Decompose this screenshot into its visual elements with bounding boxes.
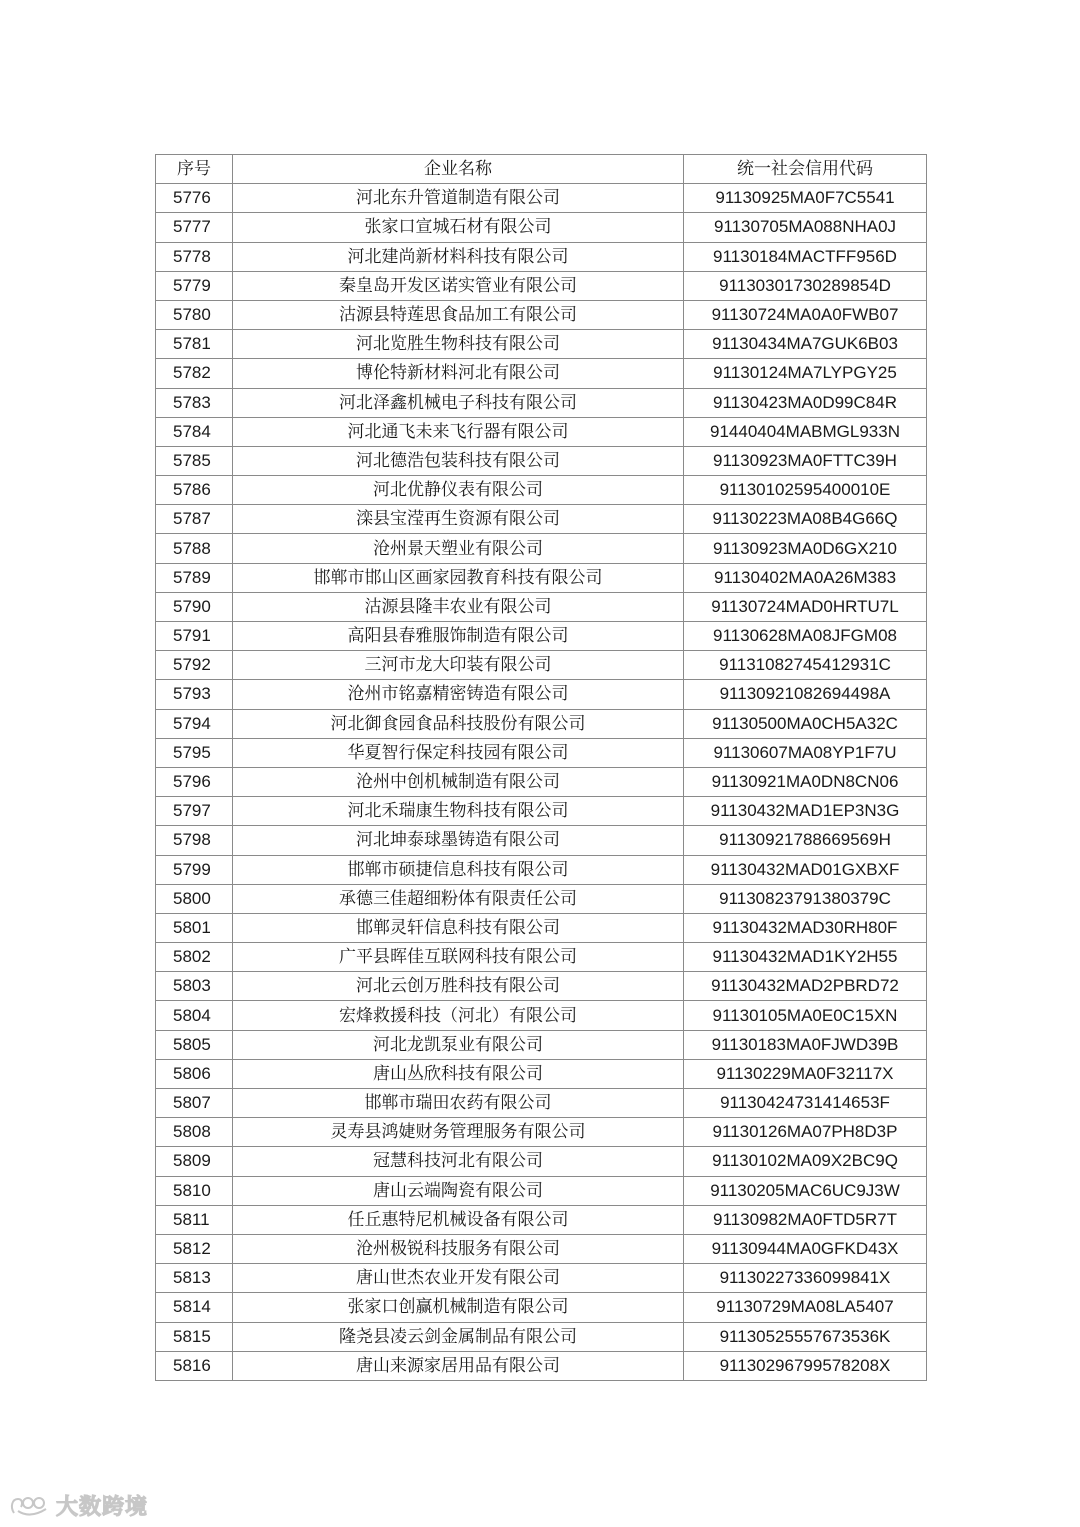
table-row bbox=[156, 592, 927, 621]
serial-number-cell: 5783 bbox=[156, 388, 233, 417]
credit-code-cell: 91130423MA0D99C84R bbox=[684, 388, 927, 417]
watermark bbox=[8, 1490, 148, 1521]
serial-number-cell: 5816 bbox=[156, 1351, 233, 1380]
serial-number-cell: 5810 bbox=[156, 1176, 233, 1205]
table-row bbox=[156, 534, 927, 563]
table-row bbox=[156, 1059, 927, 1088]
company-name-cell: 邯郸市硕捷信息科技有限公司 bbox=[233, 855, 684, 884]
credit-code-cell: 91130923MA0D6GX210 bbox=[684, 534, 927, 563]
watermark-text: 大数跨境 bbox=[56, 1495, 149, 1520]
serial-number-cell: 5780 bbox=[156, 300, 233, 329]
serial-number-cell: 5794 bbox=[156, 709, 233, 738]
serial-number-cell: 5809 bbox=[156, 1147, 233, 1176]
company-name-cell: 隆尧县凌云剑金属制品有限公司 bbox=[233, 1322, 684, 1351]
company-name-cell: 河北东升管道制造有限公司 bbox=[233, 184, 684, 213]
serial-number-cell: 5789 bbox=[156, 563, 233, 592]
company-name-cell: 邯郸灵轩信息科技有限公司 bbox=[233, 913, 684, 942]
serial-number-cell: 5781 bbox=[156, 330, 233, 359]
serial-number-cell: 5805 bbox=[156, 1030, 233, 1059]
credit-code-cell: 91130705MA088NHA0J bbox=[684, 213, 927, 242]
table-row bbox=[156, 1118, 927, 1147]
serial-number-cell: 5799 bbox=[156, 855, 233, 884]
company-name-cell: 唐山云端陶瓷有限公司 bbox=[233, 1176, 684, 1205]
credit-code-cell: 91130402MA0A26M383 bbox=[684, 563, 927, 592]
company-name-cell: 河北坤泰球墨铸造有限公司 bbox=[233, 826, 684, 855]
credit-code-cell: 91130205MAC6UC9J3W bbox=[684, 1176, 927, 1205]
table-row bbox=[156, 1264, 927, 1293]
table-row bbox=[156, 1176, 927, 1205]
table-row bbox=[156, 1001, 927, 1030]
table-row bbox=[156, 1205, 927, 1234]
serial-number-cell: 5811 bbox=[156, 1205, 233, 1234]
table-row bbox=[156, 826, 927, 855]
company-name-cell: 邯郸市邯山区画家园教育科技有限公司 bbox=[233, 563, 684, 592]
credit-code-cell: 91130296799578208X bbox=[684, 1351, 927, 1380]
serial-number-cell: 5791 bbox=[156, 622, 233, 651]
table-row bbox=[156, 1030, 927, 1059]
table-row bbox=[156, 271, 927, 300]
credit-code-cell: 91130607MA08YP1F7U bbox=[684, 738, 927, 767]
company-name-cell: 河北通飞未来飞行器有限公司 bbox=[233, 417, 684, 446]
serial-number-cell: 5806 bbox=[156, 1059, 233, 1088]
serial-number-cell: 5796 bbox=[156, 767, 233, 796]
credit-code-cell: 91130982MA0FTD5R7T bbox=[684, 1205, 927, 1234]
credit-code-cell: 91130227336099841X bbox=[684, 1264, 927, 1293]
serial-number-cell: 5813 bbox=[156, 1264, 233, 1293]
credit-code-cell: 91130921788669569H bbox=[684, 826, 927, 855]
serial-number-cell: 5790 bbox=[156, 592, 233, 621]
company-name-cell: 任丘惠特尼机械设备有限公司 bbox=[233, 1205, 684, 1234]
table-row bbox=[156, 476, 927, 505]
table-row bbox=[156, 300, 927, 329]
company-name-cell: 唐山来源家居用品有限公司 bbox=[233, 1351, 684, 1380]
serial-number-cell: 5777 bbox=[156, 213, 233, 242]
table-row bbox=[156, 1322, 927, 1351]
company-name-cell: 河北御食园食品科技股份有限公司 bbox=[233, 709, 684, 738]
serial-number-cell: 5815 bbox=[156, 1322, 233, 1351]
serial-number-cell: 5782 bbox=[156, 359, 233, 388]
company-name-cell: 河北建尚新材料科技有限公司 bbox=[233, 242, 684, 271]
serial-number-cell: 5787 bbox=[156, 505, 233, 534]
company-name-cell: 沽源县特莲思食品加工有限公司 bbox=[233, 300, 684, 329]
credit-code-cell: 91130229MA0F32117X bbox=[684, 1059, 927, 1088]
company-name-cell: 唐山丛欣科技有限公司 bbox=[233, 1059, 684, 1088]
table-row bbox=[156, 709, 927, 738]
table-row bbox=[156, 680, 927, 709]
serial-number-cell: 5800 bbox=[156, 884, 233, 913]
credit-code-cell: 91130432MAD1EP3N3G bbox=[684, 797, 927, 826]
header-company-name: 企业名称 bbox=[233, 155, 684, 184]
credit-code-cell: 91130126MA07PH8D3P bbox=[684, 1118, 927, 1147]
company-name-cell: 张家口创赢机械制造有限公司 bbox=[233, 1293, 684, 1322]
credit-code-cell: 91130724MA0A0FWB07 bbox=[684, 300, 927, 329]
credit-code-cell: 91130432MAD2PBRD72 bbox=[684, 972, 927, 1001]
serial-number-cell: 5812 bbox=[156, 1234, 233, 1263]
serial-number-cell: 5792 bbox=[156, 651, 233, 680]
credit-code-cell: 91130925MA0F7C5541 bbox=[684, 184, 927, 213]
serial-number-cell: 5797 bbox=[156, 797, 233, 826]
credit-code-cell: 91440404MABMGL933N bbox=[684, 417, 927, 446]
serial-number-cell: 5785 bbox=[156, 446, 233, 475]
credit-code-cell: 91130823791380379C bbox=[684, 884, 927, 913]
company-name-cell: 广平县晖佳互联网科技有限公司 bbox=[233, 943, 684, 972]
table-row bbox=[156, 913, 927, 942]
serial-number-cell: 5814 bbox=[156, 1293, 233, 1322]
header-serial-number: 序号 bbox=[156, 155, 233, 184]
serial-number-cell: 5793 bbox=[156, 680, 233, 709]
company-name-cell: 宏烽救援科技（河北）有限公司 bbox=[233, 1001, 684, 1030]
credit-code-cell: 91130628MA08JFGM08 bbox=[684, 622, 927, 651]
table-row bbox=[156, 330, 927, 359]
credit-code-cell: 91130102MA09X2BC9Q bbox=[684, 1147, 927, 1176]
serial-number-cell: 5801 bbox=[156, 913, 233, 942]
serial-number-cell: 5803 bbox=[156, 972, 233, 1001]
company-name-cell: 唐山世杰农业开发有限公司 bbox=[233, 1264, 684, 1293]
company-registry-table bbox=[155, 154, 927, 1381]
serial-number-cell: 5802 bbox=[156, 943, 233, 972]
company-name-cell: 张家口宣城石材有限公司 bbox=[233, 213, 684, 242]
company-name-cell: 三河市龙大印装有限公司 bbox=[233, 651, 684, 680]
table-row bbox=[156, 1293, 927, 1322]
company-name-cell: 沧州极锐科技服务有限公司 bbox=[233, 1234, 684, 1263]
company-name-cell: 河北龙凯泵业有限公司 bbox=[233, 1030, 684, 1059]
table-row bbox=[156, 359, 927, 388]
company-name-cell: 沧州中创机械制造有限公司 bbox=[233, 767, 684, 796]
company-name-cell: 沧州市铭嘉精密铸造有限公司 bbox=[233, 680, 684, 709]
company-name-cell: 河北泽鑫机械电子科技有限公司 bbox=[233, 388, 684, 417]
credit-code-cell: 91130183MA0FJWD39B bbox=[684, 1030, 927, 1059]
table-row bbox=[156, 797, 927, 826]
credit-code-cell: 91130500MA0CH5A32C bbox=[684, 709, 927, 738]
credit-code-cell: 91130432MAD30RH80F bbox=[684, 913, 927, 942]
serial-number-cell: 5795 bbox=[156, 738, 233, 767]
serial-number-cell: 5808 bbox=[156, 1118, 233, 1147]
company-name-cell: 高阳县春雅服饰制造有限公司 bbox=[233, 622, 684, 651]
credit-code-cell: 91130923MA0FTTC39H bbox=[684, 446, 927, 475]
serial-number-cell: 5788 bbox=[156, 534, 233, 563]
credit-code-cell: 91130301730289854D bbox=[684, 271, 927, 300]
credit-code-cell: 91130944MA0GFKD43X bbox=[684, 1234, 927, 1263]
company-name-cell: 河北云创万胜科技有限公司 bbox=[233, 972, 684, 1001]
credit-code-cell: 91130729MA08LA5407 bbox=[684, 1293, 927, 1322]
serial-number-cell: 5786 bbox=[156, 476, 233, 505]
table-row bbox=[156, 855, 927, 884]
serial-number-cell: 5807 bbox=[156, 1089, 233, 1118]
company-name-cell: 沽源县隆丰农业有限公司 bbox=[233, 592, 684, 621]
table-row bbox=[156, 184, 927, 213]
credit-code-cell: 91130525557673536K bbox=[684, 1322, 927, 1351]
company-name-cell: 河北优静仪表有限公司 bbox=[233, 476, 684, 505]
header-row bbox=[156, 155, 927, 184]
serial-number-cell: 5798 bbox=[156, 826, 233, 855]
table-row bbox=[156, 417, 927, 446]
company-name-cell: 灵寿县鸿婕财务管理服务有限公司 bbox=[233, 1118, 684, 1147]
credit-code-cell: 91130432MAD1KY2H55 bbox=[684, 943, 927, 972]
table-body bbox=[156, 184, 927, 1381]
table-row bbox=[156, 943, 927, 972]
table-row bbox=[156, 1147, 927, 1176]
credit-code-cell: 91130432MAD01GXBXF bbox=[684, 855, 927, 884]
table-row bbox=[156, 1351, 927, 1380]
company-name-cell: 邯郸市瑞田农药有限公司 bbox=[233, 1089, 684, 1118]
company-name-cell: 河北禾瑞康生物科技有限公司 bbox=[233, 797, 684, 826]
company-name-cell: 秦皇岛开发区诺实管业有限公司 bbox=[233, 271, 684, 300]
table-row bbox=[156, 972, 927, 1001]
credit-code-cell: 91130424731414653F bbox=[684, 1089, 927, 1118]
company-name-cell: 承德三佳超细粉体有限责任公司 bbox=[233, 884, 684, 913]
serial-number-cell: 5776 bbox=[156, 184, 233, 213]
credit-code-cell: 91130184MACTFF956D bbox=[684, 242, 927, 271]
table-row bbox=[156, 651, 927, 680]
table-row bbox=[156, 388, 927, 417]
credit-code-cell: 91130434MA7GUK6B03 bbox=[684, 330, 927, 359]
serial-number-cell: 5779 bbox=[156, 271, 233, 300]
company-name-cell: 河北览胜生物科技有限公司 bbox=[233, 330, 684, 359]
table-row bbox=[156, 242, 927, 271]
table-row bbox=[156, 622, 927, 651]
table-row bbox=[156, 446, 927, 475]
credit-code-cell: 91130102595400010E bbox=[684, 476, 927, 505]
table-row bbox=[156, 738, 927, 767]
serial-number-cell: 5784 bbox=[156, 417, 233, 446]
table-row bbox=[156, 1089, 927, 1118]
company-name-cell: 博伦特新材料河北有限公司 bbox=[233, 359, 684, 388]
credit-code-cell: 91130105MA0E0C15XN bbox=[684, 1001, 927, 1030]
table-header bbox=[156, 155, 927, 184]
company-name-cell: 滦县宝滢再生资源有限公司 bbox=[233, 505, 684, 534]
credit-code-cell: 91131082745412931C bbox=[684, 651, 927, 680]
table-row bbox=[156, 563, 927, 592]
credit-code-cell: 91130724MAD0HRTU7L bbox=[684, 592, 927, 621]
table-row bbox=[156, 767, 927, 796]
credit-code-cell: 91130124MA7LYPGY25 bbox=[684, 359, 927, 388]
credit-code-cell: 91130921MA0DN8CN06 bbox=[684, 767, 927, 796]
table-row bbox=[156, 884, 927, 913]
company-name-cell: 华夏智行保定科技园有限公司 bbox=[233, 738, 684, 767]
serial-number-cell: 5804 bbox=[156, 1001, 233, 1030]
company-name-cell: 沧州景天塑业有限公司 bbox=[233, 534, 684, 563]
table-row bbox=[156, 505, 927, 534]
credit-code-cell: 91130921082694498A bbox=[684, 680, 927, 709]
credit-code-cell: 91130223MA08B4G66Q bbox=[684, 505, 927, 534]
brand-logo-icon bbox=[8, 1493, 52, 1519]
table-row bbox=[156, 213, 927, 242]
header-credit-code: 统一社会信用代码 bbox=[684, 155, 927, 184]
company-name-cell: 河北德浩包装科技有限公司 bbox=[233, 446, 684, 475]
serial-number-cell: 5778 bbox=[156, 242, 233, 271]
table-row bbox=[156, 1234, 927, 1263]
company-name-cell: 冠慧科技河北有限公司 bbox=[233, 1147, 684, 1176]
